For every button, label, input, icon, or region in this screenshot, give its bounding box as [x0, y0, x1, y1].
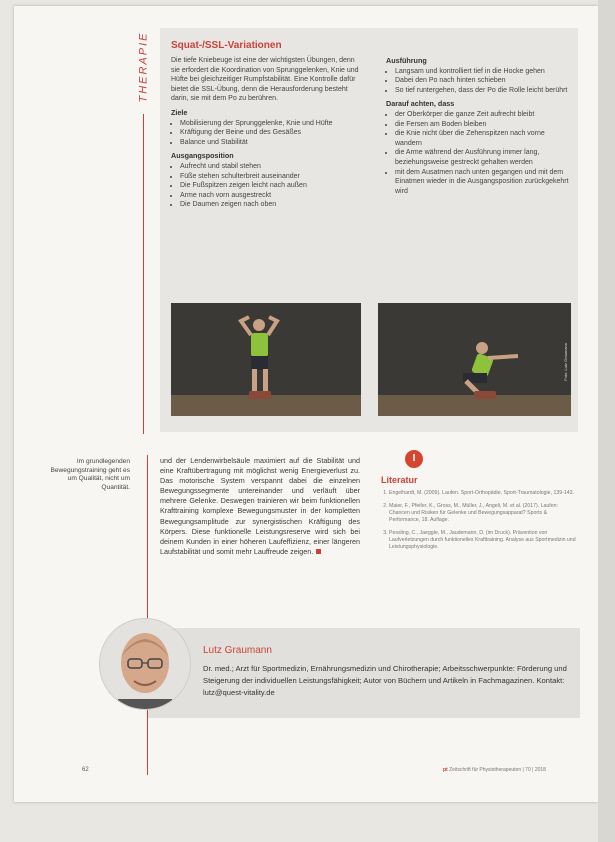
literature-title: Literatur	[381, 475, 418, 485]
column-divider	[147, 455, 148, 775]
list-item: • der Oberkörper die ganze Zeit aufrecht bleibt	[395, 110, 572, 120]
margin-quote: Im grundlegenden Bewegungstraining geht es um Qualität, nicht um Quantität.	[50, 458, 130, 491]
start-list	[171, 162, 361, 210]
literature-item: 3. Pessling, C., Jaeggle, M., Jaudemann, D. (im Druck). Prävention von Laufverletzungen durch funktionelles Krafttraining. Analyse aus Sportmedizin und Leistungsphysiologie.	[389, 530, 577, 551]
photo-squat-position	[378, 303, 571, 416]
magazine-logo: pt	[443, 767, 448, 773]
list-item: • mit dem Ausatmen nach unten gegangen und mit dem Einatmen wieder in die Ausgangsposition zurückgekehrt wird	[395, 168, 572, 197]
section-tag-label: THERAPIE	[137, 31, 150, 103]
list-item: • Aufrecht und stabil stehen	[180, 162, 361, 172]
exercise-title: Squat-/SSL-Variationen	[171, 40, 282, 51]
literature-list	[381, 490, 577, 557]
literature-item: 2. Maier, F., Pfeifer, K., Gross, M., Müller, J., Angeli, M. et al. (2017). Laufen: Chancen und Risiken für Gelenke und Bewegungsapparat? Sports & Performance, 18. Auflage.	[389, 503, 577, 524]
list-item: • So tief runtergehen, dass der Po die Rolle leicht berührt	[395, 86, 572, 96]
list-item: • Füße stehen schulterbreit auseinander	[180, 172, 361, 182]
start-heading: Ausgangsposition	[171, 151, 234, 161]
exec-heading: Ausführung	[386, 56, 427, 65]
magazine-issue: Zeitschrift für Physiotherapeuten | 70 | 2018	[449, 767, 546, 773]
literature-item: 1. Engelhardt, M. (2009). Laufen. Sport-Orthopädie, Sport-Traumatologie, 139-143.	[389, 490, 577, 497]
goals-list	[171, 119, 361, 148]
article-body	[160, 456, 360, 557]
author-avatar	[99, 618, 191, 710]
author-portrait	[100, 619, 190, 709]
attention-heading: Darauf achten, dass	[386, 99, 455, 109]
squatting-athlete-illustration	[378, 303, 571, 416]
list-item: • Balance und Stabilität	[180, 138, 361, 148]
section-tag	[133, 22, 153, 112]
scan-edge	[598, 0, 615, 842]
list-item: • Langsam und kontrolliert tief in die Hocke gehen	[395, 67, 572, 77]
photo-standing-position	[171, 303, 361, 416]
photo-credit: Foto: Lutz Graumann	[563, 343, 568, 381]
exercise-right-column	[386, 56, 572, 200]
literature-badge: I	[405, 450, 423, 468]
page-number: 62	[82, 767, 89, 773]
list-item: • Kräftigung der Beine und des Gesäßes	[180, 128, 361, 138]
section-divider	[143, 114, 144, 434]
list-item: • die Arme während der Ausführung immer lang, beziehungsweise gestreckt gehalten werden	[395, 148, 572, 167]
standing-athlete-illustration	[171, 303, 361, 416]
attention-list	[386, 110, 572, 196]
article-text: und der Lendenwirbelsäule maximiert auf die Stabilität und eine Kraftübertragung mit möglichst wenig Energieverlust zu. Das motorische System verspannt dabei die einzelnen Bewegungssegmente untereinander und verläuft über mehrere Gelenke. Deswegen trainieren wir beim funktionellen Krafttraining komplexe Bewegungsmuster in der kompletten Bewegungsamplitude zur synergistischen Kräftigung des Körpers. Diese funktionelle Leistungsreserve wird sich bei deinem Kunden in einer höheren Laufeffizienz, einer längeren Laufstabilität und somit mehr Lauffreude zeigen.	[160, 456, 360, 556]
footer-magazine	[443, 767, 546, 773]
exercise-left-column	[171, 56, 361, 214]
author-name: Lutz Graumann	[203, 645, 272, 656]
list-item: • die Fersen am Boden bleiben	[395, 120, 572, 130]
list-item: • Dabei den Po nach hinten schieben	[395, 76, 572, 86]
list-item: • Die Daumen zeigen nach oben	[180, 200, 361, 210]
goals-heading: Ziele	[171, 107, 188, 117]
exec-list	[386, 67, 572, 96]
author-bio: Dr. med.; Arzt für Sportmedizin, Ernährungsmedizin und Chirotherapie; Arbeitsschwerpunkte: Förderung und Steigerung der individuellen Leistungsfähigkeit; Autor von Büchern und Artikeln in Fachmagazinen. Kontakt: lutz@quest-vitality.de	[203, 664, 567, 697]
exercise-intro: Die tiefe Kniebeuge ist eine der wichtigsten Übungen, denn sie erfordert die Koordination von Sprunggelenken, Knie und Hüfte bei gleichzeitiger Rumpfstabilität. Eine Kontrolle dafür bietet die SSL-Übung, denn die Herausforderung besteht darin, sie mit dem Po zu berühren.	[171, 57, 359, 103]
end-mark	[316, 549, 321, 554]
list-item: • Arme nach vorn ausgestreckt	[180, 191, 361, 201]
list-item: • Mobilisierung der Sprunggelenke, Knie und Hüfte	[180, 119, 361, 129]
list-item: • die Knie nicht über die Zehenspitzen nach vorne wandern	[395, 129, 572, 148]
list-item: • Die Fußspitzen zeigen leicht nach außen	[180, 181, 361, 191]
